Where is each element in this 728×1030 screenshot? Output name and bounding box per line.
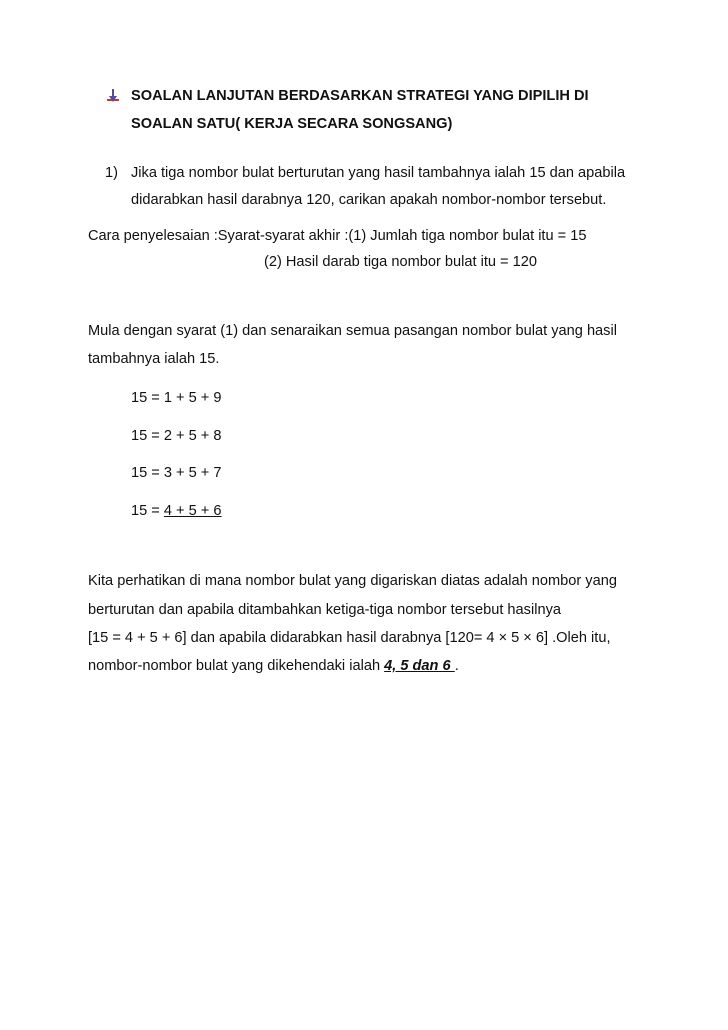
arrow-down-bullet-icon [106,89,120,103]
answer-text: 4, 5 dan 6 [384,658,455,674]
conclusion-line-4-prefix: nombor-nombor bulat yang dikehendaki ialah [88,658,385,674]
solution-line-1: Cara penyelesaian :Syarat-syarat akhir :(1) Jumlah tiga nombor bulat itu = 15 [88,228,587,244]
conclusion-line-3: [15 = 4 + 5 + 6] dan apabila didarabkan hasil darabnya [120= 4 × 5 × 6] .Oleh itu, [88,630,611,646]
conclusion-line-4-suffix: . [454,658,459,674]
equation-4 [131,502,222,520]
question-number: 1) [105,165,118,181]
conclusion-line-4 [88,657,459,675]
solution-line-2: (2) Hasil darab tiga nombor bulat itu = 120 [264,254,537,270]
intro-line-2: tambahnya ialah 15. [88,351,220,367]
heading-line-2: SOALAN SATU( KERJA SECARA SONGSANG) [131,116,453,132]
equation-3: 15 = 3 + 5 + 7 [131,465,222,481]
equation-2: 15 = 2 + 5 + 8 [131,428,222,444]
question-line-1: Jika tiga nombor bulat berturutan yang hasil tambahnya ialah 15 dan apabila [131,165,626,181]
conclusion-line-1: Kita perhatikan di mana nombor bulat yang digariskan diatas adalah nombor yang [88,573,617,589]
equation-1: 15 = 1 + 5 + 9 [131,390,222,406]
heading-line-1: SOALAN LANJUTAN BERDASARKAN STRATEGI YANG DIPILIH DI [131,88,589,104]
equation-4-lhs: 15 = [131,503,164,519]
intro-line-1: Mula dengan syarat (1) dan senaraikan semua pasangan nombor bulat yang hasil [88,323,617,339]
conclusion-line-2: berturutan dan apabila ditambahkan ketiga-tiga nombor tersebut hasilnya [88,602,561,618]
question-line-2: didarabkan hasil darabnya 120, carikan apakah nombor-nombor tersebut. [131,192,607,208]
equation-4-underlined: 4 + 5 + 6 [163,503,222,519]
